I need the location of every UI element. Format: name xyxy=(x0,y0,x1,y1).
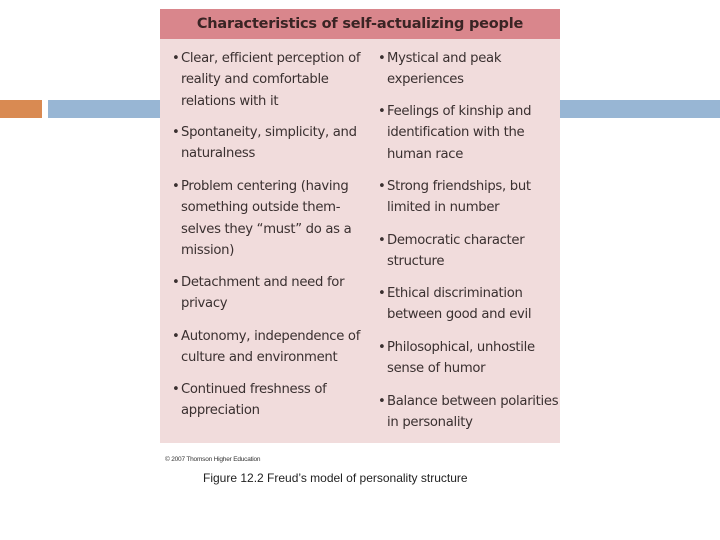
accent-bar-right-blue xyxy=(560,100,720,118)
right-list-item: • Democratic character structure xyxy=(378,230,565,273)
table-title: Characteristics of self-actualizing people xyxy=(196,16,524,32)
right-list-item: • Strong friendships, but limited in number xyxy=(378,176,565,219)
copyright-notice: © 2007 Thomson Higher Education xyxy=(165,456,261,463)
right-list-item: • Mystical and peak experiences xyxy=(378,48,565,91)
figure-caption: Figure 12.2 Freud’s model of personality structure xyxy=(203,471,468,485)
left-list-item: • Continued freshness of appreciation xyxy=(172,379,361,422)
left-list-item: • Clear, efficient perception of reality and comfortable relations with it xyxy=(172,48,361,112)
right-list-item: • Balance between polarities in personality xyxy=(378,391,565,434)
left-list-item: • Spontaneity, simplicity, and naturalness xyxy=(172,122,361,165)
left-list-item: • Detachment and need for privacy xyxy=(172,272,361,315)
left-list-item: • Problem centering (having something outside them-selves they “must” do as a mission) xyxy=(172,176,361,261)
accent-bar-left-orange xyxy=(0,100,42,118)
right-list-item: • Feelings of kinship and identification with the human race xyxy=(378,101,565,165)
right-list-item: • Ethical discrimination between good and evil xyxy=(378,283,565,326)
characteristics-table xyxy=(160,9,560,443)
accent-bar-left-blue xyxy=(48,100,160,118)
left-list-item: • Autonomy, independence of culture and environment xyxy=(172,326,361,369)
right-list-item: • Philosophical, unhostile sense of humor xyxy=(378,337,565,380)
table-header xyxy=(160,9,560,39)
